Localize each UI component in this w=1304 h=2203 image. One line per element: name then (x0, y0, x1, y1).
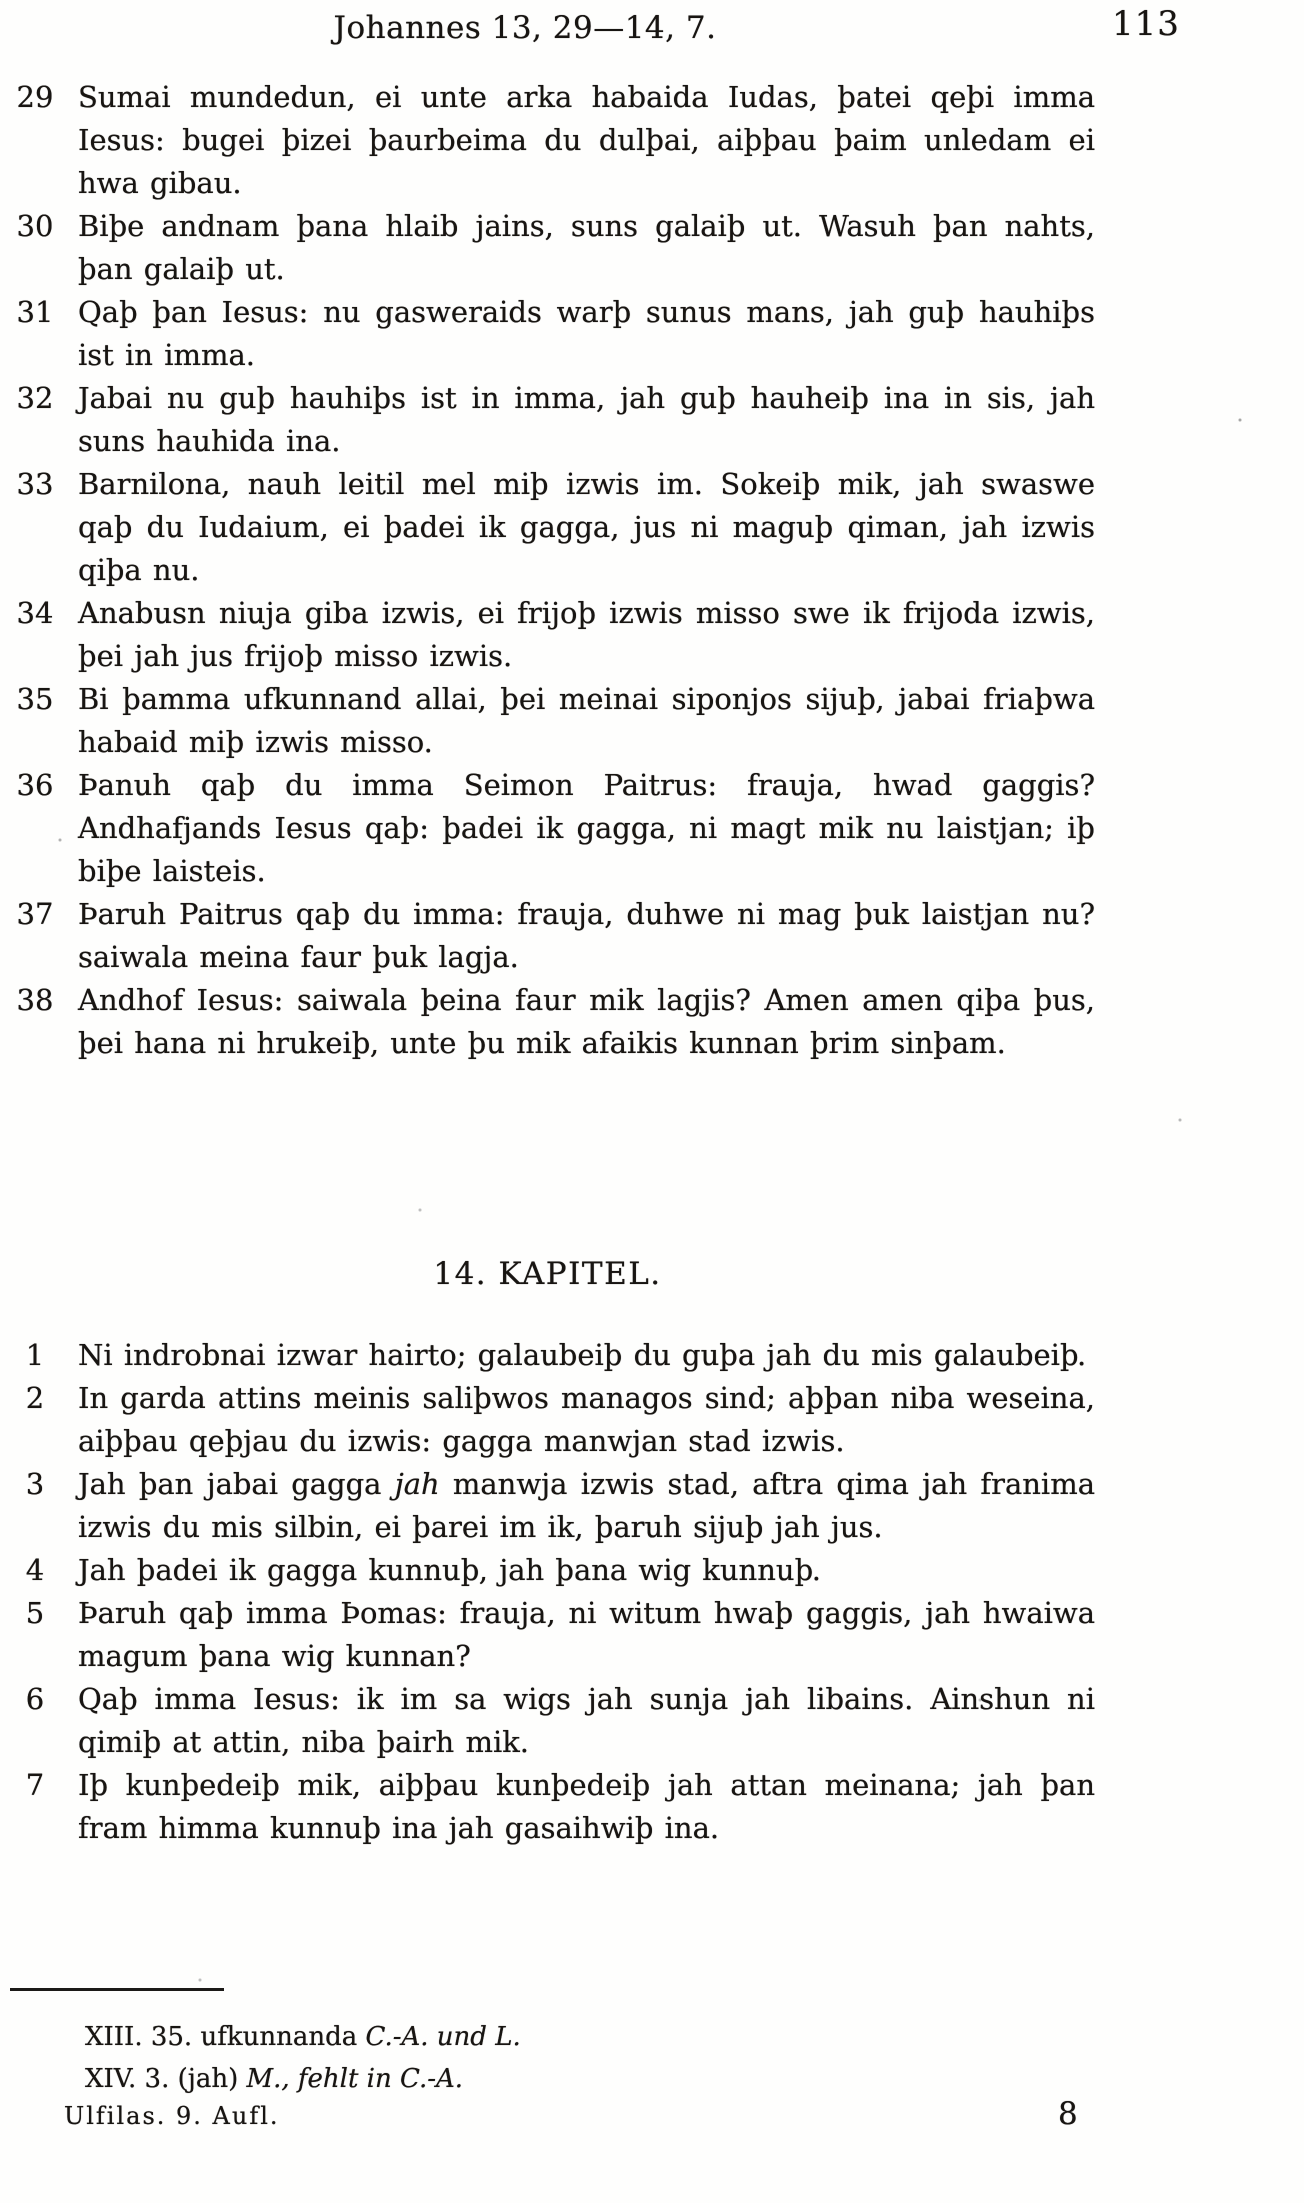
verse-text: Sumai mundedun, ei unte arka habaida Iudas, þatei qeþi imma Iesus: bugei þizei þaurbeima du dulþai, aiþþau þaim unledam ei hwa gibau. (78, 80, 1095, 200)
verse-number: 36 (16, 768, 54, 802)
page-number: 113 (1112, 4, 1180, 44)
verse-text: Þaruh Paitrus qaþ du imma: frauja, duhwe ni mag þuk laistjan nu? saiwala meina faur þuk lagja. (78, 897, 1095, 974)
verse-number: 34 (16, 596, 54, 630)
verse-text: Barnilona, nauh leitil mel miþ izwis im. Sokeiþ mik, jah swaswe qaþ du Iudaium, ei þadei ik gagga, jus ni maguþ qiman, jah izwis qiþa nu. (78, 467, 1095, 587)
verse (0, 1377, 1095, 1463)
verse-text: Biþe andnam þana hlaib jains, suns galaiþ ut. Wasuh þan nahts, þan galaiþ ut. (78, 209, 1095, 286)
verse-text: Jah þadei ik gagga kunnuþ, jah þana wig kunnuþ. (78, 1553, 821, 1587)
verse-number: 33 (16, 467, 54, 501)
verse (0, 1549, 1095, 1592)
footnotes (85, 2016, 985, 2100)
verse-text: Qaþ imma Iesus: ik im sa wigs jah sunja jah libains. Ainshun ni qimiþ at attin, niba þairh mik. (78, 1682, 1095, 1759)
verse-number: 38 (16, 983, 54, 1017)
verse (0, 1592, 1095, 1678)
verse-number: 7 (25, 1768, 45, 1802)
verse (0, 463, 1095, 592)
edition-imprint: Ulfilas. 9. Aufl. (64, 2102, 280, 2130)
verse-text: Bi þamma ufkunnand allai, þei meinai siponjos sijuþ, jabai friaþwa habaid miþ izwis misso. (78, 682, 1095, 759)
verse (0, 592, 1095, 678)
verse (0, 1678, 1095, 1764)
verse-number: 4 (25, 1553, 45, 1587)
verse-number: 30 (16, 209, 54, 243)
chapter-14-verses (0, 1334, 1095, 1850)
verse (0, 291, 1095, 377)
verse-text: Þaruh qaþ imma Þomas: frauja, ni witum hwaþ gaggis, jah hwaiwa magum þana wig kunnan? (78, 1596, 1095, 1673)
verse-text: In garda attins meinis saliþwos managos sind; aþþan niba weseina, aiþþau qeþjau du izwis: gagga manwjan stad izwis. (78, 1381, 1095, 1458)
verse (0, 205, 1095, 291)
verse (0, 1764, 1095, 1850)
chapter-heading: 14. KAPITEL. (433, 1256, 662, 1292)
footnote-separator-rule (10, 1988, 224, 1991)
verse-number: 3 (25, 1467, 45, 1501)
verse (0, 893, 1095, 979)
verse (0, 678, 1095, 764)
verse-text: Þanuh qaþ du imma Seimon Paitrus: frauja, hwad gaggis? Andhafjands Iesus qaþ: þadei ik gagga, ni magt mik nu laistjan; iþ biþe laisteis. (78, 768, 1095, 888)
verse-text: Anabusn niuja giba izwis, ei frijoþ izwis misso swe ik frijoda izwis, þei jah jus frijoþ misso izwis. (78, 596, 1095, 673)
verse-text: Jabai nu guþ hauhiþs ist in imma, jah guþ hauheiþ ina in sis, jah suns hauhida ina. (78, 381, 1095, 458)
verse-number: 35 (16, 682, 54, 716)
verse-text: Iþ kunþedeiþ mik, aiþþau kunþedeiþ jah attan meinana; jah þan fram himma kunnuþ ina jah gasaihwiþ ina. (78, 1768, 1095, 1845)
verse-number: 32 (16, 381, 54, 415)
verse (0, 377, 1095, 463)
verse-number: 6 (25, 1682, 45, 1716)
footnote: XIV. 3. (jah) M., fehlt in C.-A. (85, 2064, 464, 2094)
verse-text: Andhof Iesus: saiwala þeina faur mik lagjis? Amen amen qiþa þus, þei hana ni hrukeiþ, unte þu mik afaikis kunnan þrim sinþam. (78, 983, 1095, 1060)
verse (0, 1334, 1095, 1377)
verse-number: 29 (16, 80, 54, 114)
verse-number: 1 (25, 1338, 45, 1372)
verse-text: Jah þan jabai gagga jah manwja izwis stad, aftra qima jah franima izwis du mis silbin, ei þarei im ik, þaruh sijuþ jah jus. (78, 1467, 1095, 1544)
verse-number: 2 (25, 1381, 45, 1415)
chapter-13-verses (0, 76, 1095, 1065)
verse-number: 31 (16, 295, 54, 329)
verse (0, 764, 1095, 893)
verse-text: Ni indrobnai izwar hairto; galaubeiþ du guþa jah du mis galaubeiþ. (78, 1338, 1087, 1372)
footnote: XIII. 35. ufkunnanda C.-A. und L. (85, 2022, 521, 2052)
sheet-number: 8 (1058, 2096, 1078, 2132)
verse-number: 37 (16, 897, 54, 931)
verse (0, 1463, 1095, 1549)
verse (0, 76, 1095, 205)
verse-number: 5 (25, 1596, 45, 1630)
verse (0, 979, 1095, 1065)
verse-text: Qaþ þan Iesus: nu gasweraids warþ sunus mans, jah guþ hauhiþs ist in imma. (78, 295, 1095, 372)
running-head: Johannes 13, 29—14, 7. (333, 10, 717, 46)
